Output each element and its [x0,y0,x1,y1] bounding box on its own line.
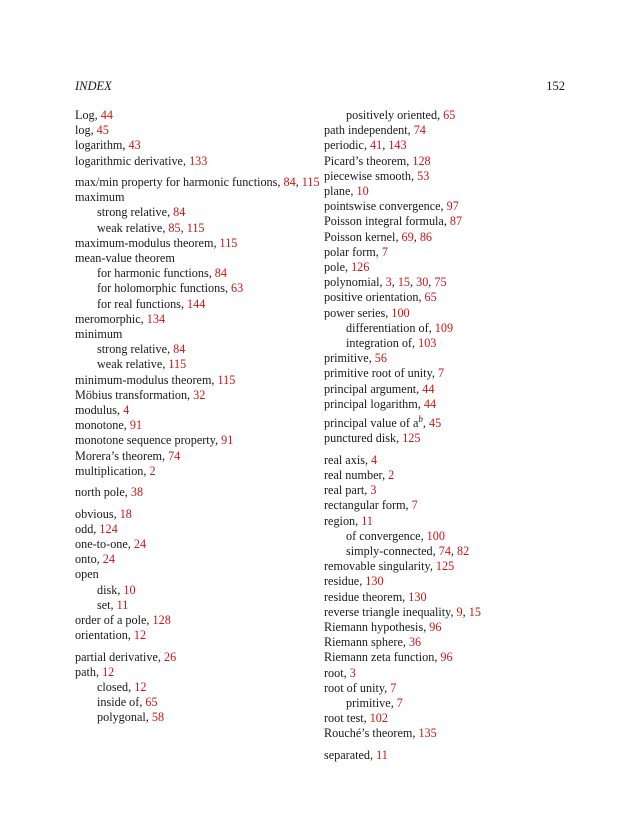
page-reference-link[interactable]: 7 [437,366,445,381]
index-term: multiplication [75,463,144,478]
page-reference-link[interactable]: 69 [401,229,414,244]
index-term: modulus [75,403,117,418]
index-subentry: differentiation of, 109 [346,320,454,335]
page-reference-link[interactable]: 7 [411,498,418,513]
index-column-left [75,108,320,726]
index-entry: path, 12 [75,664,115,679]
page-reference-link[interactable]: 7 [396,695,403,710]
index-term: Log [75,108,95,122]
index-term: open [75,567,99,582]
index-term: principal value of a [324,416,419,431]
index-term: minimum-modulus theorem [75,372,212,387]
page-reference-link[interactable]: 44 [422,381,435,396]
index-term: pointswise convergence [324,199,441,214]
index-entry: Picard’s theorem, 128 [324,153,431,168]
index-entry: obvious, 18 [75,506,132,521]
page-reference-link[interactable]: 115 [301,175,320,189]
page-reference-link[interactable]: 3 [349,665,356,680]
index-term: root of unity [324,680,385,695]
index-subentry: primitive, 7 [346,695,403,710]
page-reference-link[interactable]: 41 [370,138,383,153]
page-reference-link[interactable]: 32 [193,387,206,402]
index-term: real axis [324,452,365,467]
page-reference-link[interactable]: 74 [168,448,181,463]
page-reference-link[interactable]: 115 [217,372,236,387]
index-entry: plane, 10 [324,184,369,199]
index-term: polar form [324,244,376,259]
index-term: obvious [75,506,114,521]
index-entry: real number, 2 [324,467,395,482]
page-reference-link[interactable]: 91 [221,433,234,448]
index-entry: modulus, 4 [75,403,130,418]
index-term: monotone [75,418,124,433]
index-entry: root, 3 [324,665,356,680]
page-reference-link[interactable]: 44 [423,396,437,411]
index-entry: principal logarithm, 44 [324,396,437,411]
index-term: inside of [97,695,140,710]
page-reference-link[interactable]: 58 [151,710,165,725]
page-reference-link[interactable]: 24 [102,552,115,567]
page-reference-link[interactable]: 115 [168,357,187,372]
index-subentry: polygonal, 58 [97,710,165,725]
index-term: north pole [75,485,125,500]
index-term: root [324,665,344,680]
index-entry: max/min property for harmonic functions, 84, 115 [75,175,320,189]
index-term: positively oriented [346,108,438,122]
page-reference-link[interactable]: 15 [397,275,410,290]
index-entry: onto, 24 [75,552,115,567]
index-subentry: positively oriented, 65 [346,108,456,122]
index-subentry: set, 11 [97,597,129,612]
index-entry: order of a pole, 128 [75,613,171,628]
index-entry: Morera’s theorem, 74 [75,448,181,463]
page-reference-link[interactable]: 65 [443,108,456,122]
index-entry: primitive root of unity, 7 [324,366,445,381]
index-term: Riemann sphere [324,635,403,650]
index-term: partial derivative [75,649,158,664]
index-entry: periodic, 41, 143 [324,138,407,153]
page-reference-link[interactable]: 143 [388,138,407,153]
index-term: Rouché’s theorem [324,726,413,741]
index-term: root test [324,711,364,726]
page-reference-link[interactable]: 2 [388,467,395,482]
page-reference-link[interactable]: 84 [283,175,296,189]
index-entry: maximum-modulus theorem, 115 [75,235,238,250]
index-term: for harmonic functions [97,266,209,281]
page-reference-link[interactable]: 65 [424,290,437,305]
page-reference-link[interactable]: 45 [429,416,442,431]
page-reference-link[interactable]: 9 [456,604,463,619]
index-entry: polar form, 7 [324,244,388,259]
index-term: Morera’s theorem [75,448,162,463]
index-term: mean-value theorem [75,251,175,266]
page-reference-link[interactable]: 87 [449,214,463,229]
index-entry: residue, 130 [324,574,384,589]
index-term: odd [75,521,94,536]
index-term: disk [97,582,118,597]
index-term: simply-connected [346,543,433,558]
page-reference-link[interactable]: 12 [102,664,115,679]
page-reference-link[interactable]: 12 [133,628,147,643]
index-entry: real part, 3 [324,483,377,498]
index-entry: rectangular form, 7 [324,498,418,513]
index-term: region [324,513,356,528]
page-reference-link[interactable]: 45 [96,123,109,138]
index-term: primitive [346,695,391,710]
page-reference-link[interactable]: 103 [418,336,437,351]
index-subentry: weak relative, 115 [97,357,187,372]
page-reference-link[interactable]: 115 [186,220,205,235]
page-reference-link[interactable]: 109 [434,320,454,335]
index-subentry: strong relative, 84 [97,205,186,220]
index-term: Poisson kernel [324,229,396,244]
index-term: periodic [324,138,364,153]
index-term: polygonal [97,710,146,725]
index-term: weak relative [97,357,163,372]
index-entry: pointswise convergence, 97 [324,199,459,214]
page-reference-link[interactable]: 2 [149,463,156,478]
page-reference-link[interactable]: 128 [412,153,431,168]
index-subentry: for harmonic functions, 84 [97,266,227,281]
page-reference-link[interactable]: 100 [426,528,445,543]
page-reference-link[interactable]: 128 [152,613,171,628]
index-term: reverse triangle inequality [324,604,451,619]
index-term: maximum-modulus theorem [75,235,214,250]
page-reference-link[interactable]: 10 [356,184,369,199]
page-reference-link[interactable]: 74 [438,543,451,558]
page-reference-link[interactable]: 100 [391,305,410,320]
page-reference-link[interactable]: 91 [129,418,143,433]
index-term: of convergence [346,528,421,543]
page-reference-link[interactable]: 102 [369,711,388,726]
index-term: log [75,123,91,138]
index-term: separated [324,747,371,762]
index-entry: logarithm, 43 [75,138,141,153]
index-term: weak relative [97,220,163,235]
index-subentry: for real functions, 144 [97,296,206,311]
index-term: residue theorem [324,589,403,604]
page-reference-link[interactable]: 134 [146,311,166,326]
page-reference-link[interactable]: 130 [365,574,384,589]
index-subentry: strong relative, 84 [97,342,186,357]
index-entry [75,567,320,582]
index-term: onto [75,552,97,567]
index-entry: positive orientation, 65 [324,290,437,305]
index-entry: path independent, 74 [324,123,426,138]
index-entry: separated, 11 [324,747,388,762]
index-entry [75,251,320,266]
index-term: meromorphic [75,311,141,326]
page-reference-link[interactable]: 96 [440,650,453,665]
page-reference-link[interactable]: 7 [390,680,397,695]
page-reference-link[interactable]: 24 [133,537,147,552]
page-reference-link[interactable]: 75 [434,275,447,290]
page-reference-link[interactable]: 84 [173,205,186,220]
index-term: set [97,597,111,612]
page-reference-link[interactable]: 86 [419,229,432,244]
index-entry: north pole, 38 [75,485,144,500]
index-term: path [75,664,96,679]
page-reference-link[interactable]: 38 [130,485,144,500]
index-subentry: of convergence, 100 [346,528,445,543]
page-reference-link[interactable]: 7 [381,244,388,259]
page-reference-link[interactable]: 18 [119,506,132,521]
index-term: real part [324,483,365,498]
page-reference-link[interactable]: 133 [189,153,208,168]
index-term: differentiation of [346,320,429,335]
page-reference-link[interactable]: 44 [100,108,113,122]
index-entry [75,190,320,205]
index-entry: monotone, 91 [75,418,143,433]
page-reference-link[interactable]: 84 [173,342,186,357]
index-entry: Log, 44 [75,108,113,122]
index-entry: logarithmic derivative, 133 [75,153,208,168]
page-reference-link[interactable]: 36 [408,635,422,650]
index-term: rectangular form [324,498,406,513]
page-reference-link[interactable]: 84 [214,266,227,281]
index-entry: power series, 100 [324,305,410,320]
index-term: polynomial [324,275,380,290]
index-entry: removable singularity, 125 [324,559,455,574]
index-entry: region, 11 [324,513,373,528]
index-term: residue [324,574,360,589]
page-reference-link[interactable]: 82 [457,543,470,558]
index-term: Picard’s theorem [324,153,407,168]
index-term: maximum [75,190,125,205]
index-term: plane [324,184,351,199]
index-column-right [324,108,569,763]
index-term: positive orientation [324,290,419,305]
index-subentry: weak relative, 85, 115 [97,220,205,235]
index-entry: one-to-one, 24 [75,537,147,552]
index-term: Poisson integral formula [324,214,444,229]
index-term: integration of [346,336,412,351]
index-term: power series [324,305,386,320]
page-reference-link[interactable]: 125 [435,559,455,574]
index-entry: orientation, 12 [75,628,147,643]
page-reference-link[interactable]: 11 [116,597,129,612]
page-reference-link[interactable]: 26 [164,649,177,664]
page-reference-link[interactable]: 53 [417,168,430,183]
page-reference-link[interactable]: 4 [371,452,378,467]
index-term: closed [97,680,129,695]
index-entry: Riemann hypothesis, 96 [324,619,442,634]
index-term: Riemann hypothesis [324,619,424,634]
index-entry: reverse triangle inequality, 9, 15 [324,604,481,619]
index-term: punctured disk [324,431,397,446]
index-entry [75,327,320,342]
page-reference-link[interactable]: 30 [416,275,429,290]
index-term: max/min property for harmonic functions [75,175,278,189]
page-number: 152 [546,79,565,93]
index-term: removable singularity [324,559,430,574]
page-reference-link[interactable]: 56 [374,351,387,366]
index-entry: principal argument, 44 [324,381,435,396]
index-entry: odd, 124 [75,521,118,536]
index-entry: root of unity, 7 [324,680,397,695]
page-reference-link[interactable]: 115 [219,235,238,250]
index-subentry: disk, 10 [97,582,136,597]
index-term: minimum [75,327,123,342]
index-entry: principal value of $a^b$, 45 [324,414,442,431]
index-term: piecewise smooth [324,168,411,183]
index-term: pole [324,260,345,275]
running-header-title: INDEX [75,79,112,93]
index-entry: partial derivative, 26 [75,649,177,664]
index-subentry: simply-connected, 74, 82 [346,543,470,558]
index-entry: monotone sequence property, 91 [75,433,234,448]
index-entry: residue theorem, 130 [324,589,427,604]
index-term: logarithm [75,138,123,153]
index-entry: pole, 126 [324,260,370,275]
page-reference-link[interactable]: 12 [134,680,147,695]
index-entry: Poisson kernel, 69, 86 [324,229,432,244]
index-entry: Riemann zeta function, 96 [324,650,453,665]
page-reference-link[interactable]: 125 [402,431,421,446]
index-term: primitive [324,351,369,366]
index-subentry: inside of, 65 [97,695,158,710]
index-term: Riemann zeta function [324,650,435,665]
page-reference-link[interactable]: 135 [418,726,437,741]
index-term: for real functions [97,296,181,311]
index-entry: root test, 102 [324,711,388,726]
index-term: principal logarithm [324,396,418,411]
index-entry: Riemann sphere, 36 [324,635,422,650]
index-entry: multiplication, 2 [75,463,156,478]
index-entry: polynomial, 3, 15, 30, 75 [324,275,447,290]
page-reference-link[interactable]: 11 [376,747,388,762]
index-term: one-to-one [75,537,128,552]
index-subentry: closed, 12 [97,680,147,695]
page-reference-link[interactable]: 10 [123,582,136,597]
index-term: principal argument [324,381,417,396]
index-entry: primitive, 56 [324,351,387,366]
index-subentry: integration of, 103 [346,336,437,351]
index-entry: Rouché’s theorem, 135 [324,726,437,741]
index-term: real number [324,467,383,482]
index-entry: Möbius transformation, 32 [75,387,206,402]
index-entry: piecewise smooth, 53 [324,168,430,183]
page-reference-link[interactable]: 74 [413,123,426,138]
page-reference-link[interactable]: 144 [187,296,206,311]
page-reference-link[interactable]: 43 [128,138,141,153]
page-reference-link[interactable]: 124 [99,521,118,536]
index-entry: minimum-modulus theorem, 115 [75,372,236,387]
index-term: strong relative [97,342,168,357]
page-reference-link[interactable]: 97 [446,199,459,214]
index-term: Möbius transformation [75,387,188,402]
index-term: monotone sequence property [75,433,215,448]
index-subentry: for holomorphic functions, 63 [97,281,244,296]
page-reference-link[interactable]: 126 [351,260,370,275]
index-entry: Poisson integral formula, 87 [324,214,463,229]
page-reference-link[interactable]: 15 [468,604,481,619]
page-reference-link[interactable]: 96 [429,619,442,634]
index-term: logarithmic derivative [75,153,183,168]
page-reference-link[interactable]: 11 [361,513,373,528]
index-term: orientation [75,628,128,643]
index-entry: log, 45 [75,123,109,138]
page-reference-link[interactable]: 130 [408,589,427,604]
running-header [75,78,565,94]
index-term: primitive root of unity [324,366,432,381]
index-term: order of a pole [75,613,147,628]
index-entry: meromorphic, 134 [75,311,166,326]
page-reference-link[interactable]: 63 [231,281,244,296]
page-reference-link[interactable]: 4 [123,403,130,418]
index-entry: real axis, 4 [324,452,378,467]
term-superscript: b [418,414,423,425]
page-reference-link[interactable]: 3 [385,275,392,290]
page-reference-link[interactable]: 3 [370,483,377,498]
index-entry: punctured disk, 125 [324,431,421,446]
index-term: strong relative [97,205,168,220]
page-reference-link[interactable]: 65 [145,695,158,710]
index-term: path independent [324,123,408,138]
index-term: for holomorphic functions [97,281,225,296]
page-reference-link[interactable]: 85 [168,220,181,235]
